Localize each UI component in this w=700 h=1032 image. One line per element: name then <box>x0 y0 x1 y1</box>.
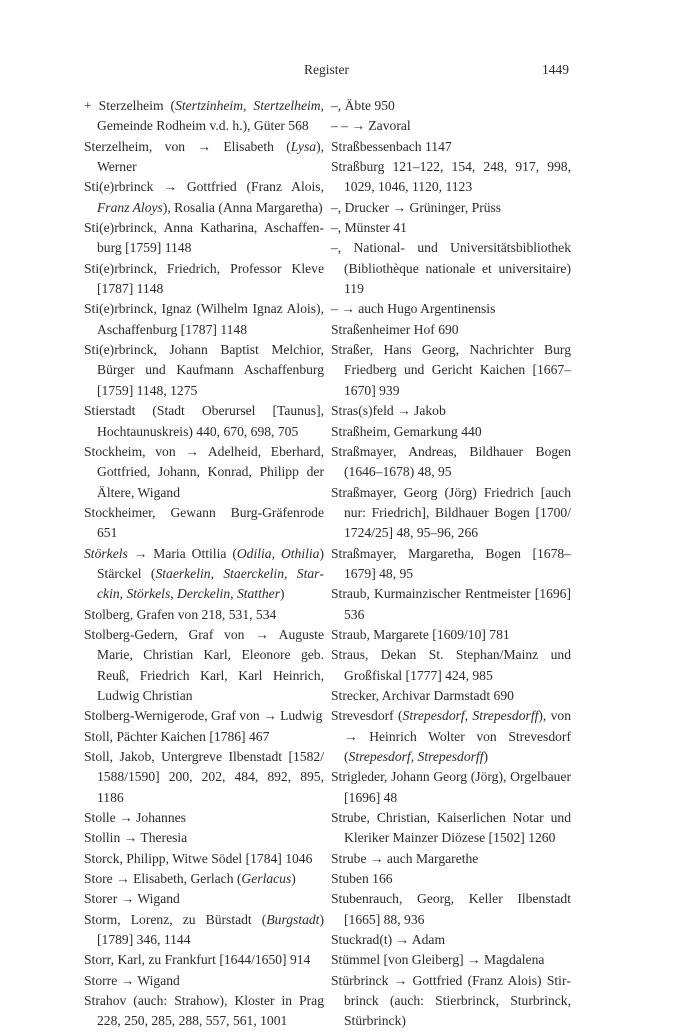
index-entry: Stockheim, von → Adelheid, Eberhard, Gottfried, Johann, Konrad, Philipp der Ältere, Wigand <box>84 443 324 500</box>
index-entry: Strube → auch Margarethe <box>331 850 479 866</box>
index-entry: –, Drucker → Grüninger, Prüss <box>331 199 502 215</box>
index-entry: Straßenheimer Hof 690 <box>331 321 459 337</box>
index-entry: Store → Elisabeth, Gerlach (Gerlacus) <box>84 871 296 887</box>
index-entry: Stuben 166 <box>331 871 393 887</box>
index-entry: Straßer, Hans Georg, Nachrichter Burg Friedberg und Gericht Kaichen [1667–1670] 939 <box>331 342 571 398</box>
index-entry: Straßmayer, Georg (Jörg) Friedrich [auch nur: Friedrich], Bildhauer Bogen [1700/ 1724/25] 48, 95–96, 266 <box>331 484 571 541</box>
index-entry: Sterzelheim, von → Elisabeth (Lysa), Werner <box>84 138 324 175</box>
index-entry: Stubenrauch, Georg, Keller Ilbenstadt [1665] 88, 936 <box>331 891 571 927</box>
index-entry: Strevesdorf (Strepesdorf, Strepesdorff), von → Heinrich Wolter von Strevesdorf (Strepesdorf, Strepesdorff) <box>331 708 572 764</box>
index-entry: – – → Zavoral <box>331 118 411 134</box>
index-entry: Strube, Christian, Kaiserlichen Notar und Kleriker Mainzer Diözese [1502] 1260 <box>331 810 571 846</box>
index-entry: Straus, Dekan St. Stephan/Mainz und Großfiskal [1777] 424, 985 <box>331 647 571 683</box>
index-entry: Sti(e)rbrinck → Gottfried (Franz Alois, Franz Aloys), Rosalia (Anna Margaretha) <box>84 179 324 215</box>
index-entry: Storm, Lorenz, zu Bürstadt (Burgstadt) [1789] 346, 1144 <box>84 911 324 948</box>
index-entry: Stoll, Jakob, Untergreve Ilbenstadt [1582/ 1588/1590] 200, 202, 484, 892, 895, 1186 <box>84 749 324 805</box>
index-entry: Sti(e)rbrinck, Friedrich, Professor Kleve [1787] 1148 <box>84 260 324 297</box>
index-entry: Stolberg, Grafen von 218, 531, 534 <box>84 606 277 622</box>
index-entry: Stierstadt (Stadt Oberursel [Taunus], Hochtaunuskreis) 440, 670, 698, 705 <box>84 403 324 439</box>
index-entry: Stuckrad(t) → Adam <box>331 932 446 948</box>
index-column-left <box>84 96 324 1032</box>
index-entry: Storre → Wigand <box>84 972 180 988</box>
index-entry: Storer → Wigand <box>84 891 180 907</box>
running-title: Register <box>304 62 349 77</box>
index-entry: Sti(e)rbrinck, Anna Katharina, Aschaffenburg [1759] 1148 <box>84 220 324 256</box>
index-entry: Storck, Philipp, Witwe Södel [1784] 1046 <box>84 850 313 866</box>
index-entry: Stras(s)feld → Jakob <box>331 403 446 419</box>
index-entry: Straub, Kurmainzischer Rentmeister [1696] 536 <box>331 586 571 622</box>
index-entry: Stoll, Pächter Kaichen [1786] 467 <box>84 728 270 744</box>
index-entry: Straßburg 121–122, 154, 248, 917, 998, 1029, 1046, 1120, 1123 <box>331 159 571 195</box>
index-entry: Stürbrinck → Gottfried (Franz Alois) Stirbrinck (auch: Stierbrinck, Sturbrinck, Stürbrinck) <box>331 972 571 1029</box>
index-entry: Störkels → Maria Ottilia (Odilia, Othilia) Stärckel (Staerkelin, Staerckelin, Starckin, Störkels, Derckelin, Statther) <box>84 545 324 602</box>
index-entry: –, National- und Universitätsbibliothek (Bibliothèque nationale et universitaire) 119 <box>331 240 571 297</box>
index-entry: – → auch Hugo Argentinensis <box>331 301 496 317</box>
index-entry: Strecker, Archivar Darmstadt 690 <box>331 687 514 703</box>
index-entry: Straßheim, Gemarkung 440 <box>331 423 482 439</box>
index-entry: Storr, Karl, zu Frankfurt [1644/1650] 914 <box>84 952 311 968</box>
index-entry: Stümmel [von Gleiberg] → Magdalena <box>331 952 545 968</box>
index-entry: Stockheimer, Gewann Burg-Gräfenrode 651 <box>84 504 324 541</box>
index-entry: Sti(e)rbrinck, Ignaz (Wilhelm Ignaz Alois), Aschaffenburg [1787] 1148 <box>84 301 324 337</box>
index-entry: Stolle → Johannes <box>84 810 186 826</box>
index-entry: Straub, Margarete [1609/10] 781 <box>331 626 510 642</box>
page-number: 1449 <box>542 62 569 77</box>
index-entry: Stolberg-Gedern, Graf von → Auguste Marie, Christian Karl, Eleonore geb. Reuß, Friedrich Karl, Karl Heinrich, Ludwig Christian <box>84 626 324 703</box>
index-entry: Stollin → Theresia <box>84 830 188 846</box>
index-entry: Stolberg-Wernigerode, Graf von → Ludwig <box>84 708 323 724</box>
index-entry: Straßmayer, Andreas, Bildhauer Bogen (1646–1678) 48, 95 <box>331 443 571 480</box>
index-entry: Strigleder, Johann Georg (Jörg), Orgelbauer [1696] 48 <box>331 769 571 805</box>
index-entry: Sti(e)rbrinck, Johann Baptist Melchior, Bürger und Kaufmann Aschaffenburg [1759] 1148, 1275 <box>84 342 324 398</box>
index-entry: + Sterzelheim (Stertzinheim, Stertzelheim, Gemeinde Rodheim v.d. h.), Güter 568 <box>84 98 325 134</box>
running-header <box>84 62 569 82</box>
index-entry: Straßmayer, Margaretha, Bogen [1678–1679] 48, 95 <box>331 545 571 581</box>
index-column-right <box>331 96 571 1032</box>
index-entry: Strahov (auch: Strahow), Kloster in Prag 228, 250, 285, 288, 557, 561, 1001 <box>84 993 324 1029</box>
index-entry: –, Äbte 950 <box>331 98 395 113</box>
index-entry: –, Münster 41 <box>331 220 407 236</box>
index-entry: Straßbessenbach 1147 <box>331 138 452 154</box>
